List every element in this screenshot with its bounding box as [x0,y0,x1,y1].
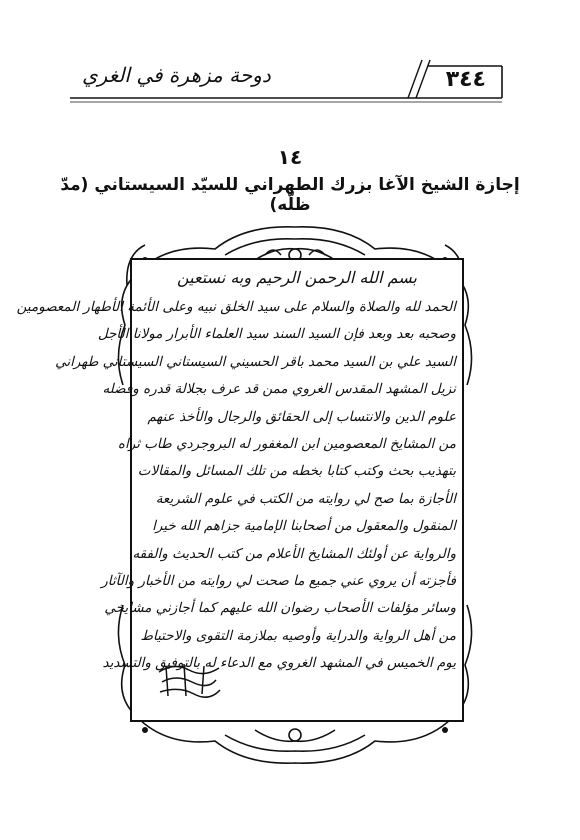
manuscript-line: والرواية عن أولئك المشايخ الأعلام من كتب الحديث والفقه [132,545,456,562]
manuscript-line: السيد علي بن السيد محمد باقر الحسيني السيستاني السيستاني طهراني [55,353,456,370]
manuscript-line: يوم الخميس في المشهد الغروي مع الدعاء له بالتوفيق والتسديد [102,655,456,672]
manuscript-line: علوم الدين والانتساب إلى الحقائق والرجال والأخذ عنهم [147,408,456,425]
section-title: إجازة الشيخ الآغا بزرك الطهراني للسيّد السيستاني (مدّ ظلّه) [60,175,520,215]
manuscript-line: وصحبه بعد وبعد فإن السيد السند سيد العلماء الأبرار مولانا الأجل [97,326,456,343]
manuscript-text [16,294,456,677]
manuscript-line: الأجازة بما صح لي روايته من الكتب في علوم الشريعة [155,490,456,507]
manuscript-heading: بسم الله الرحمن الرحيم وبه نستعين [176,268,418,287]
manuscript-line: نزيل المشهد المقدس الغروي ممن قد عرف بجلالة قدره وفضله [102,381,456,398]
manuscript-line: فأجزته أن يروي عني جميع ما صحت لي روايته من الأخبار والآثار [101,572,456,589]
manuscript-line: من أهل الرواية والدراية وأوصيه بملازمة التقوى والاحتياط [140,627,456,644]
section-number: ١٤ [277,145,303,169]
running-head: دوحة مزهرة في الغري [82,63,271,87]
manuscript-line: المنقول والمعقول من أصحابنا الإمامية جزاهم الله خيرا [152,518,456,535]
manuscript-line: بتهذيب بحث وكتب كتابا بخطه من تلك المسائل والمقالات [137,463,456,480]
manuscript-image [16,258,464,722]
running-header [68,58,504,102]
signature-seal [154,660,224,700]
manuscript-line: وسائر مؤلفات الأصحاب رضوان الله عليهم كما أجازني مشايخي [104,600,456,617]
page-number: ٣٤٤ [445,67,486,92]
manuscript-line: من المشايخ المعصومين ابن المغفور له البروجردي طاب ثراه [117,435,456,452]
manuscript-line: الحمد لله والصلاة والسلام على سيد الخلق نبيه وعلى الأئمة الأطهار المعصومين [16,299,456,315]
